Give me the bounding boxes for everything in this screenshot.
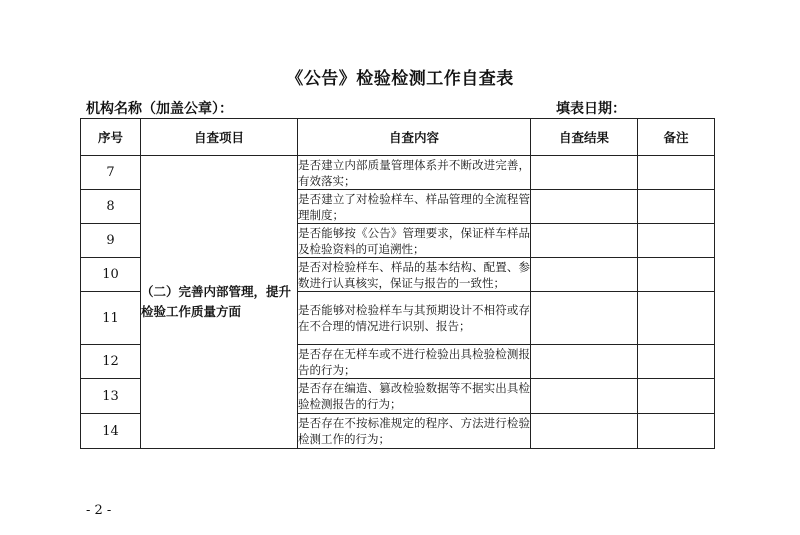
table-header-row bbox=[81, 119, 715, 156]
remark-cell[interactable] bbox=[638, 224, 715, 258]
remark-cell[interactable] bbox=[638, 345, 715, 379]
row-content: 是否能够对检验样车与其预期设计不相符或存在不合理的情况进行识别、报告； bbox=[298, 292, 531, 345]
row-content: 是否建立了对检验样车、样品管理的全流程管理制度； bbox=[298, 191, 530, 222]
row-number: 12 bbox=[81, 345, 141, 379]
result-cell[interactable] bbox=[531, 414, 638, 449]
row-content: 是否能够按《公告》管理要求，保证样车样品及检验资料的可追溯性； bbox=[298, 225, 530, 256]
row-content: 是否建立内部质量管理体系并不断改进完善，有效落实； bbox=[298, 157, 530, 188]
page-title: 《公告》检验检测工作自查表 bbox=[286, 69, 514, 89]
remark-cell[interactable] bbox=[638, 379, 715, 414]
header-project: 自查项目 bbox=[141, 119, 298, 156]
remark-cell[interactable] bbox=[638, 414, 715, 449]
row-number: 8 bbox=[81, 190, 141, 224]
result-cell[interactable] bbox=[531, 258, 638, 292]
row-content: 是否存在无样车或不进行检验出具检验检测报告的行为； bbox=[298, 346, 530, 377]
result-cell[interactable] bbox=[531, 292, 638, 345]
fill-date-label: 填表日期： bbox=[556, 101, 626, 117]
result-cell[interactable] bbox=[531, 190, 638, 224]
table-row bbox=[81, 156, 715, 190]
row-number: 13 bbox=[81, 379, 141, 414]
project-cell: （二）完善内部管理，提升检验工作质量方面 bbox=[141, 156, 298, 449]
header-result: 自查结果 bbox=[531, 119, 638, 156]
row-content: 是否对检验样车、样品的基本结构、配置、参数进行认真核实，保证与报告的一致性； bbox=[298, 259, 530, 290]
remark-cell[interactable] bbox=[638, 156, 715, 190]
row-content: 是否存在编造、篡改检验数据等不据实出具检验检测报告的行为； bbox=[298, 379, 531, 414]
remark-cell[interactable] bbox=[638, 190, 715, 224]
header-number: 序号 bbox=[81, 119, 141, 156]
page-number: - 2 - bbox=[86, 503, 112, 518]
row-number: 10 bbox=[81, 258, 141, 292]
result-cell[interactable] bbox=[531, 345, 638, 379]
remark-cell[interactable] bbox=[638, 292, 715, 345]
row-number: 9 bbox=[81, 224, 141, 258]
result-cell[interactable] bbox=[531, 224, 638, 258]
row-number: 7 bbox=[81, 156, 141, 190]
organization-label: 机构名称（加盖公章）： bbox=[86, 101, 233, 117]
header-content: 自查内容 bbox=[298, 119, 531, 156]
row-number: 11 bbox=[81, 292, 141, 345]
row-content: 是否存在不按标准规定的程序、方法进行检验检测工作的行为； bbox=[298, 414, 531, 449]
remark-cell[interactable] bbox=[638, 258, 715, 292]
result-cell[interactable] bbox=[531, 379, 638, 414]
header-remark: 备注 bbox=[638, 119, 715, 156]
self-check-table bbox=[80, 118, 715, 449]
row-number: 14 bbox=[81, 414, 141, 449]
result-cell[interactable] bbox=[531, 156, 638, 190]
